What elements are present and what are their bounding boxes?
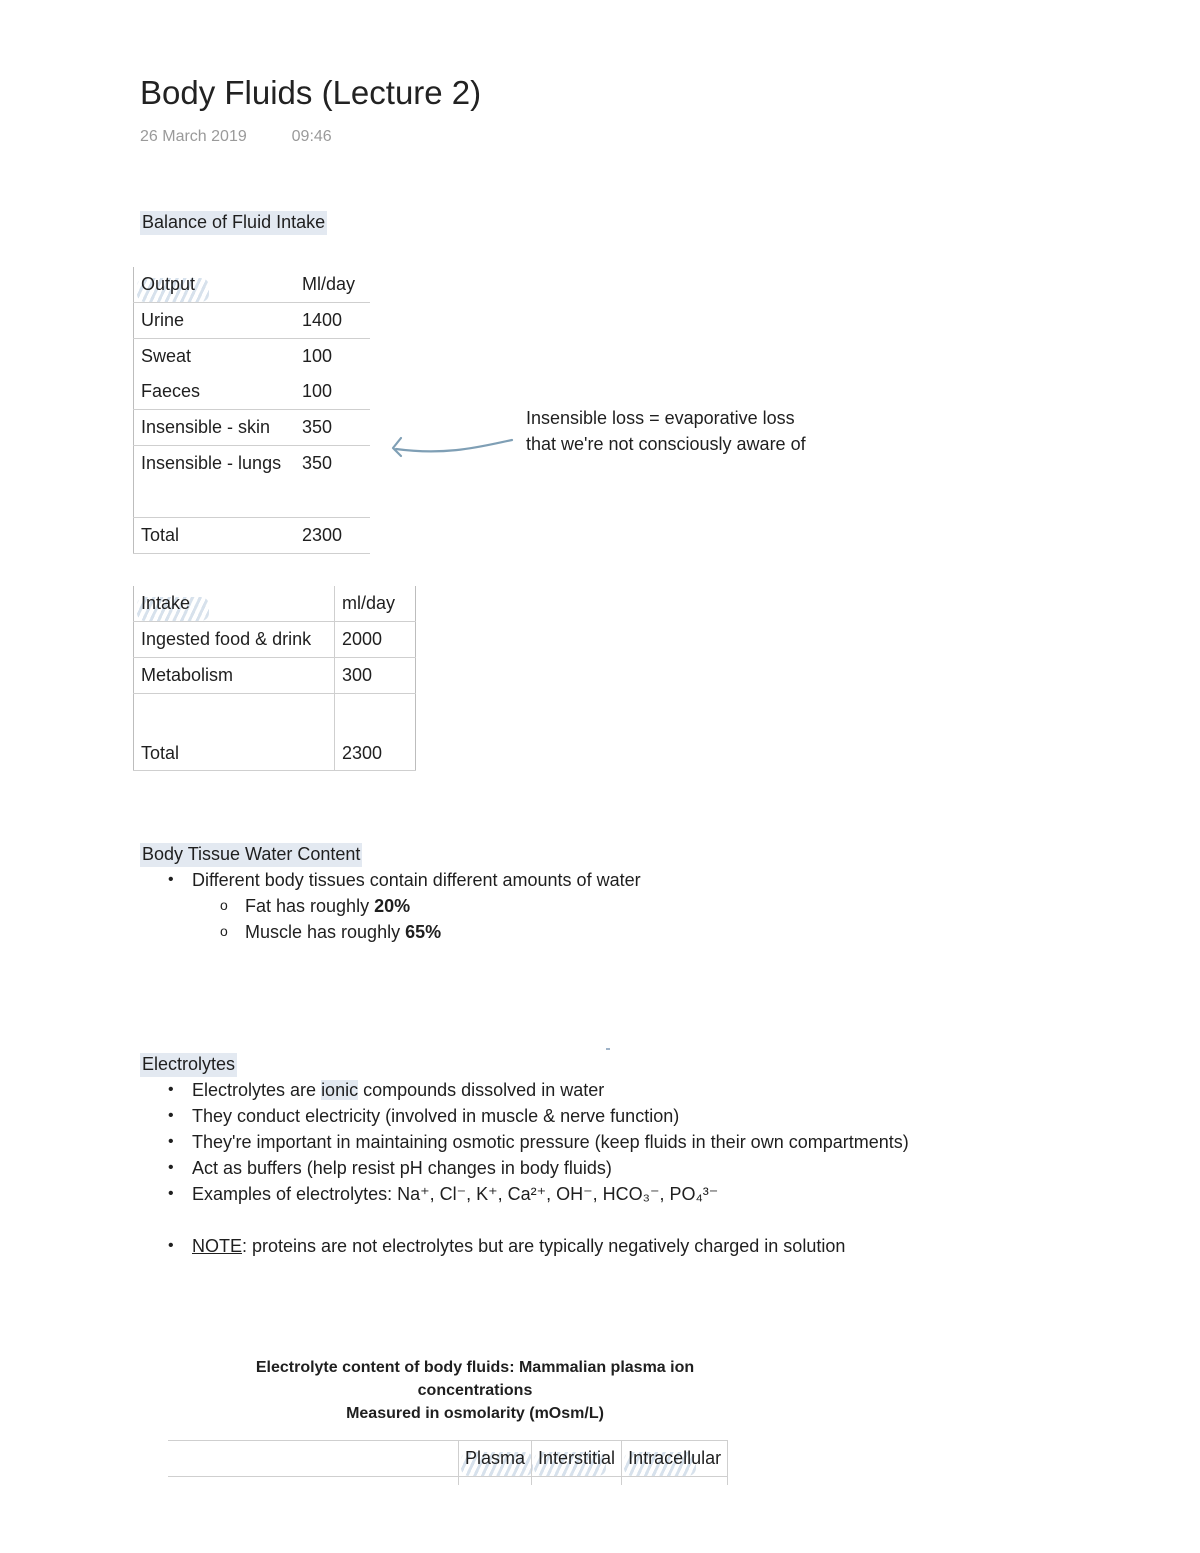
tissue-list	[0, 867, 641, 945]
list-item: • Different body tissues contain different amounts of water o Fat has roughly 20% o Muscle has roughly 65%	[140, 867, 641, 945]
table-cell: Urine	[134, 303, 296, 339]
table-cell: Insensible - lungs	[141, 453, 282, 473]
heading-tissue-water: Body Tissue Water Content	[140, 843, 362, 867]
ink-mark	[606, 1048, 610, 1050]
intake-unit-header: ml/day	[335, 586, 416, 622]
insensible-loss-note	[526, 405, 806, 457]
table-cell: Ingested food & drink	[134, 622, 335, 658]
list-item: • They're important in maintaining osmotic pressure (keep fluids in their own compartments)	[140, 1129, 909, 1155]
ion-figure-title: Electrolyte content of body fluids: Mammalian plasma ion concentrations Measured in osmolarity (mOsm/L)	[255, 1359, 695, 1422]
table-cell: 2000	[335, 622, 416, 658]
table-cell: Sweat	[141, 346, 192, 366]
page-time: 09:46	[291, 128, 332, 145]
section-tissue-water	[140, 843, 641, 945]
table-cell: Total	[134, 518, 296, 554]
page-date: 26 March 2019	[140, 128, 247, 145]
page-meta	[140, 128, 332, 146]
table-cell: 350	[302, 453, 333, 473]
table-cell: Insensible - skin	[134, 410, 296, 446]
table-row	[134, 658, 416, 694]
list-item: • Act as buffers (help resist pH changes in body fluids)	[140, 1155, 909, 1181]
table-cell: Faeces	[134, 374, 296, 410]
ionic-highlight: ionic	[321, 1080, 359, 1100]
section-electrolytes	[140, 1053, 909, 1259]
table-header-row	[168, 1441, 728, 1477]
list-item: o Fat has roughly 20%	[140, 893, 641, 919]
intake-header: Intake	[141, 593, 191, 613]
table-cell: 1400	[295, 303, 370, 339]
output-table	[133, 267, 370, 554]
table-row-empty	[134, 481, 371, 518]
list-item: • They conduct electricity (involved in muscle & nerve function)	[140, 1103, 909, 1129]
list-item: • Examples of electrolytes: Na⁺, Cl⁻, K⁺, Ca²⁺, OH⁻, HCO₃⁻, PO₄³⁻	[140, 1181, 909, 1207]
list-item: o Muscle has roughly 65%	[140, 919, 641, 945]
note-line: that we're not consciously aware of	[526, 434, 806, 454]
table-cell: 2300	[335, 694, 416, 771]
heading-fluid-balance: Balance of Fluid Intake	[140, 211, 327, 235]
table-total-row	[134, 694, 416, 771]
column-header: Plasma	[465, 1448, 526, 1468]
output-unit-header: Ml/day	[295, 267, 370, 303]
table-row	[134, 622, 416, 658]
column-header: Intracellular	[628, 1448, 722, 1468]
heading-electrolytes: Electrolytes	[140, 1053, 237, 1077]
table-total-row	[134, 518, 371, 554]
page-title: Body Fluids (Lecture 2)	[140, 74, 482, 111]
section-fluid-balance	[140, 211, 327, 235]
table-row	[134, 374, 371, 410]
table-cell: Total	[134, 694, 335, 771]
column-header: Interstitial	[538, 1448, 616, 1468]
ion-table	[168, 1440, 728, 1485]
table-row-partial	[168, 1477, 728, 1486]
table-cell: 2300	[295, 518, 370, 554]
list-item: • NOTE: proteins are not electrolytes but are typically negatively charged in solution	[140, 1233, 909, 1259]
output-header: Output	[141, 274, 196, 294]
table-header-row	[134, 267, 371, 303]
electrolyte-list	[0, 1077, 909, 1207]
table-cell: 100	[302, 346, 333, 366]
note-list	[0, 1233, 909, 1259]
table-row	[134, 339, 371, 375]
table-cell: 300	[335, 658, 416, 694]
table-header-row	[134, 586, 416, 622]
intake-table	[133, 586, 416, 771]
list-item: • Electrolytes are ionic compounds dissolved in water	[140, 1077, 909, 1103]
table-row	[134, 303, 371, 339]
hand-drawn-arrow-icon	[388, 430, 518, 460]
table-cell: 350	[295, 410, 370, 446]
table-cell: Metabolism	[134, 658, 335, 694]
note-line: Insensible loss = evaporative loss	[526, 408, 795, 428]
table-row	[134, 410, 371, 446]
note-label: NOTE	[192, 1236, 243, 1256]
tissue-sublist	[140, 893, 641, 945]
table-cell: 100	[295, 374, 370, 410]
table-row	[134, 446, 371, 482]
